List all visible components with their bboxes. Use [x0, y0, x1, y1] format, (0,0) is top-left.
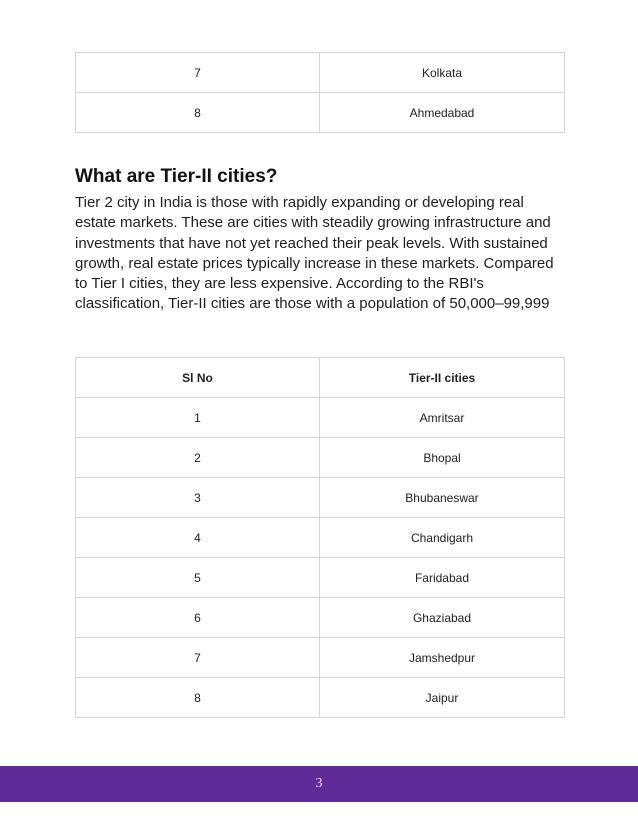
section-heading: What are Tier-II cities?	[75, 166, 278, 187]
city-cell: Ahmedabad	[320, 93, 565, 133]
table-row	[76, 398, 565, 438]
city-cell: Faridabad	[320, 558, 565, 598]
table-row	[76, 558, 565, 598]
city-cell: Chandigarh	[320, 518, 565, 558]
sl-no-cell: 2	[76, 438, 320, 478]
sl-no-cell: 1	[76, 398, 320, 438]
city-cell: Ghaziabad	[320, 598, 565, 638]
table-row	[76, 478, 565, 518]
page-number: 3	[315, 776, 323, 791]
city-cell: Bhubaneswar	[320, 478, 565, 518]
table-row	[76, 438, 565, 478]
column-header-sl-no: Sl No	[76, 358, 320, 398]
city-cell: Jaipur	[320, 678, 565, 718]
sl-no-cell: 4	[76, 518, 320, 558]
sl-no-cell: 7	[76, 53, 320, 93]
sl-no-cell: 6	[76, 598, 320, 638]
column-header-cities: Tier-II cities	[320, 358, 565, 398]
table-header-row	[76, 358, 565, 398]
city-cell: Amritsar	[320, 398, 565, 438]
tier2-cities-table	[75, 357, 565, 718]
city-cell: Kolkata	[320, 53, 565, 93]
section-paragraph: Tier 2 city in India is those with rapidly expanding or developing real estate markets. These are cities with steadily growing infrastructure and investments that have not yet reached their peak levels. With sustained growth, real estate prices typically increase in these markets. Compared to Tier I cities, they are less expensive. According to the RBI's classification, Tier-II cities are those with a population of 50,000–99,999	[75, 194, 554, 313]
sl-no-cell: 7	[76, 638, 320, 678]
table-row	[76, 93, 565, 133]
table-row	[76, 598, 565, 638]
sl-no-cell: 8	[76, 678, 320, 718]
tier1-table-continued	[75, 52, 565, 133]
table-row	[76, 53, 565, 93]
footer-bar	[0, 766, 638, 802]
table-row	[76, 518, 565, 558]
sl-no-cell: 8	[76, 93, 320, 133]
table-row	[76, 678, 565, 718]
city-cell: Jamshedpur	[320, 638, 565, 678]
city-cell: Bhopal	[320, 438, 565, 478]
table-row	[76, 638, 565, 678]
sl-no-cell: 3	[76, 478, 320, 518]
sl-no-cell: 5	[76, 558, 320, 598]
